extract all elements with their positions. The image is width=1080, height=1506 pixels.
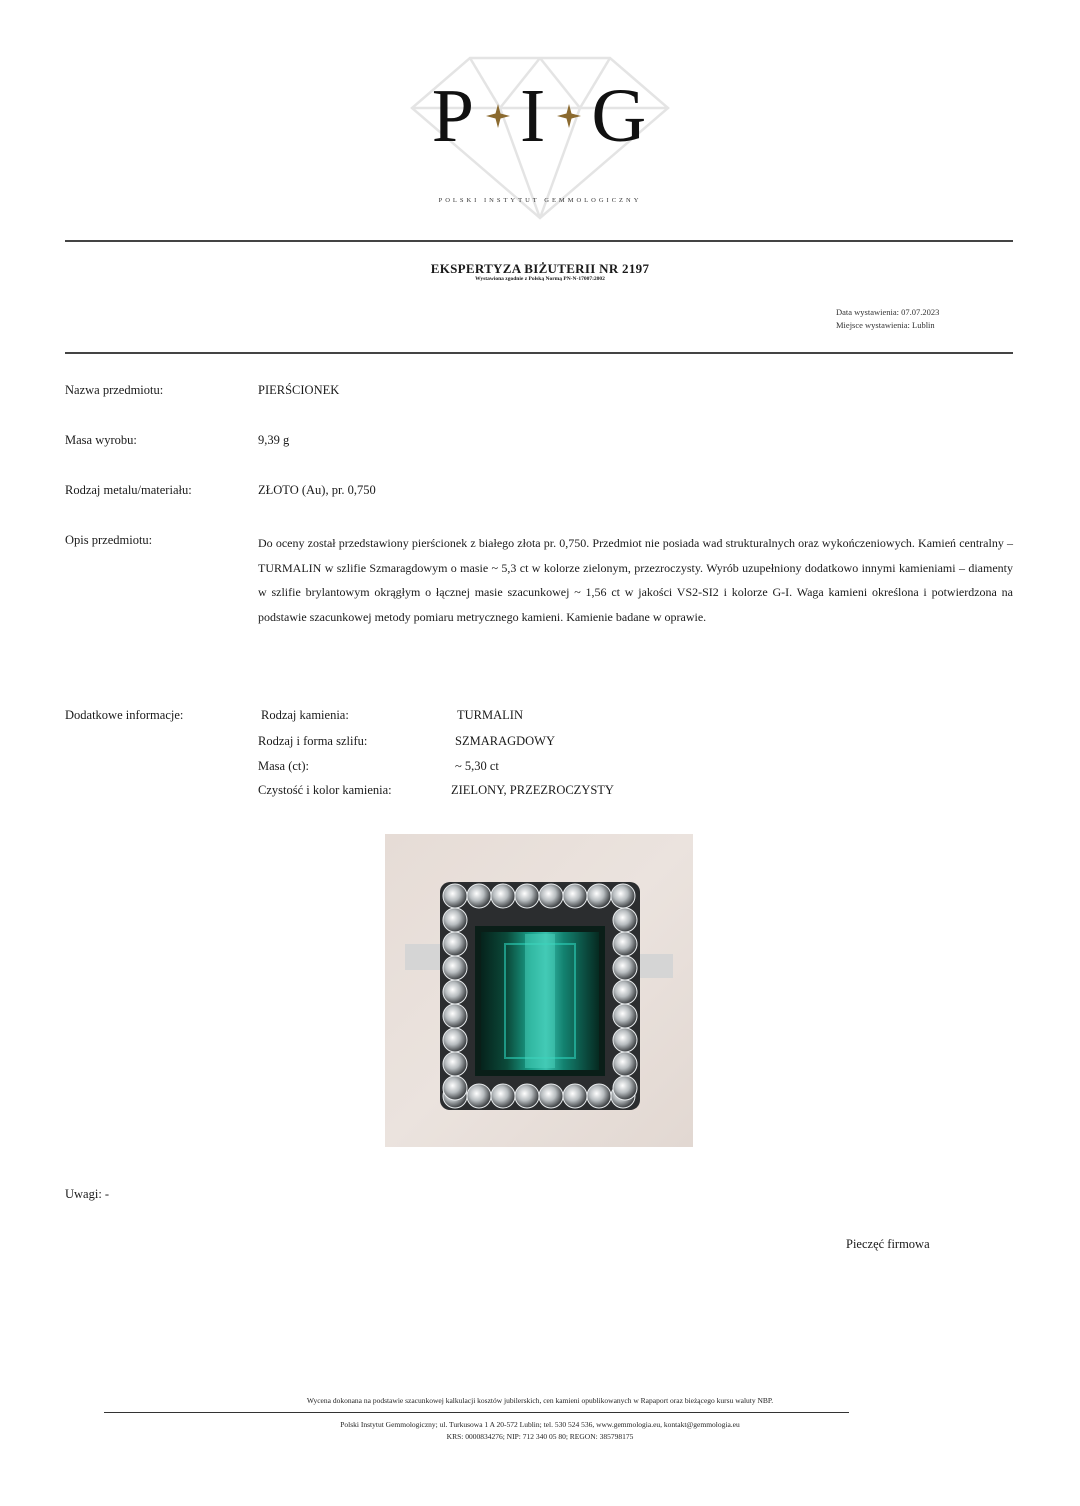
top-divider xyxy=(65,240,1013,242)
field-value: ZŁOTO (Au), pr. 0,750 xyxy=(258,483,376,497)
mass-label: Masa (ct): xyxy=(258,759,310,773)
halo-diamond xyxy=(539,884,563,908)
header-divider xyxy=(65,352,1013,354)
institute-logo xyxy=(400,50,680,225)
clarity-color-value: ZIELONY, PRZEZROCZYSTY xyxy=(451,783,614,797)
halo-diamond xyxy=(539,1084,563,1108)
company-stamp-label: Pieczęć firmowa xyxy=(846,1237,930,1251)
star-icon xyxy=(476,78,520,154)
halo-diamond xyxy=(587,1084,611,1108)
halo-diamond xyxy=(613,1052,637,1076)
document-title: EKSPERTYZA BIŻUTERII NR 2197 xyxy=(430,261,650,276)
cut-label: Rodzaj i forma szlifu: xyxy=(258,734,368,748)
stone-type-label: Rodzaj kamienia: xyxy=(261,708,349,722)
description-text: Do oceny został przedstawiony pierścionek z białego złota pr. 0,750. Przedmiot nie posiada wad strukturalnych oraz wykończeniowych. Kamień centralny – TURMALIN w szlifie Szmaragdowym o masie ~ 5,3 ct w kolorze zielonym, przezroczysty. Wyrób uzupełniony dodatkowo innymi kamieniami – diamenty w szlifie brylantowym okrągłym o łącznej masie szacunkowej ~ 1,56 ct w jakości VS2-SI2 i kolorze G-I. Waga kamieni określona i potwierdzona na podstawie szacunkowej metody pomiaru metrycznego kamieni. Kamienie badane w oprawie. xyxy=(258,536,1013,624)
footer-address: Polski Instytut Gemmologiczny; ul. Turkusowa 1 A 20-572 Lublin; tel. 530 524 536, www.gemmologia.eu, kontakt@gemmologia.eu xyxy=(340,1420,740,1429)
halo-diamond xyxy=(613,932,637,956)
halo-diamond xyxy=(613,1004,637,1028)
issue-date: Data wystawienia: 07.07.2023 xyxy=(836,307,940,317)
halo-diamond xyxy=(587,884,611,908)
stone-type-value: TURMALIN xyxy=(457,708,523,722)
halo-diamond xyxy=(611,884,635,908)
halo-diamond xyxy=(613,1076,637,1100)
remarks: Uwagi: - xyxy=(65,1187,110,1201)
issue-place: Miejsce wystawienia: Lublin xyxy=(836,320,935,330)
halo-diamond xyxy=(515,1084,539,1108)
field-value: 9,39 g xyxy=(258,433,290,447)
halo-diamond xyxy=(491,884,515,908)
halo-diamond xyxy=(467,884,491,908)
halo-diamond xyxy=(613,1028,637,1052)
halo-diamond xyxy=(443,1052,467,1076)
halo-diamond xyxy=(443,1076,467,1100)
halo-diamond xyxy=(443,956,467,980)
field-label: Nazwa przedmiotu: xyxy=(65,383,164,397)
clarity-color-label: Czystość i kolor kamienia: xyxy=(258,783,392,797)
halo-diamond xyxy=(443,932,467,956)
halo-diamond xyxy=(563,884,587,908)
halo-diamond xyxy=(443,908,467,932)
logo-letters xyxy=(400,74,680,158)
cut-value: SZMARAGDOWY xyxy=(455,734,555,748)
field-value: PIERŚCIONEK xyxy=(258,383,340,397)
mass-value: ~ 5,30 ct xyxy=(455,759,499,773)
halo-diamond xyxy=(443,884,467,908)
halo-diamond xyxy=(491,1084,515,1108)
field-label: Rodzaj metalu/materiału: xyxy=(65,483,192,497)
halo-diamond xyxy=(515,884,539,908)
halo-diamond xyxy=(443,1028,467,1052)
logo-letter-g: G xyxy=(591,74,649,158)
star-icon xyxy=(547,78,591,154)
ring-photo xyxy=(385,834,693,1147)
logo-letter-i: I xyxy=(520,74,548,158)
field-label: Masa wyrobu: xyxy=(65,433,137,447)
halo-diamond xyxy=(613,908,637,932)
document-subtitle: Wystawiona zgodnie z Polską Normą PN-N-17007:2002 xyxy=(475,276,605,282)
logo-letter-p: P xyxy=(431,74,477,158)
logo-subtitle: POLSKI INSTYTUT GEMMOLOGICZNY xyxy=(438,197,642,204)
halo-diamond xyxy=(613,956,637,980)
halo-diamond xyxy=(443,1004,467,1028)
halo-diamond xyxy=(467,1084,491,1108)
halo-diamond xyxy=(443,980,467,1004)
additional-info-label: Dodatkowe informacje: xyxy=(65,708,184,722)
halo-diamond xyxy=(563,1084,587,1108)
footer-note: Wycena dokonana na podstawie szacunkowej kalkulacji kosztów jubilerskich, cen kamieni opublikowanych w Rapaport oraz bieżącego kursu waluty NBP. xyxy=(306,1396,774,1405)
footer-divider xyxy=(104,1412,849,1413)
description-label: Opis przedmiotu: xyxy=(65,533,153,547)
footer-registry: KRS: 0000834276; NIP: 712 340 05 80; REGON: 385798175 xyxy=(446,1432,634,1441)
halo-diamond xyxy=(613,980,637,1004)
